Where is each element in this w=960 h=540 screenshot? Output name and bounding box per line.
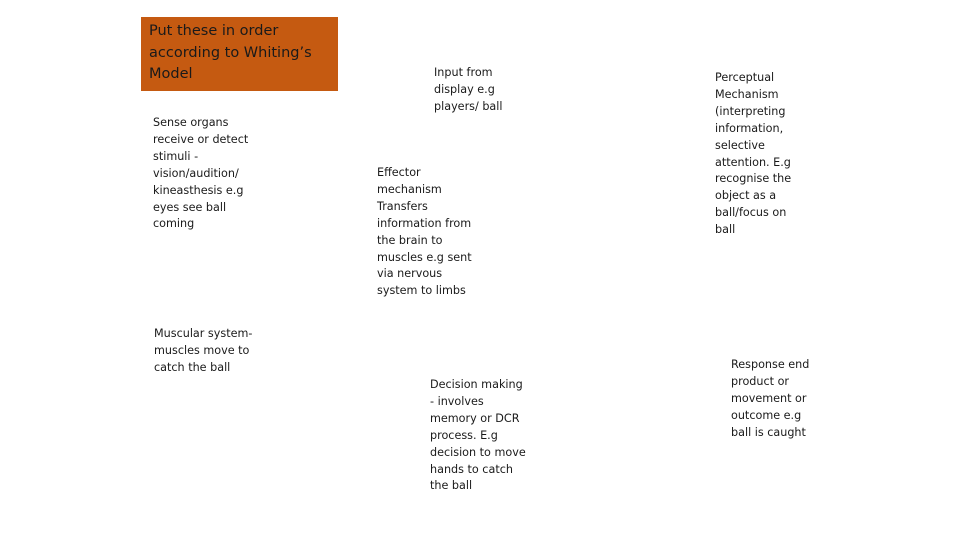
card-sense-organs[interactable]: Sense organs receive or detect stimuli - vision/audition/ kineasthesis e.g eyes see ball coming bbox=[153, 116, 249, 231]
title-box bbox=[141, 17, 338, 91]
instruction-title: Put these in order according to Whiting’s Model bbox=[149, 23, 312, 82]
card-input[interactable]: Input from display e.g players/ ball bbox=[434, 66, 503, 113]
card-decision-making[interactable]: Decision making - involves memory or DCR process. E.g decision to move hands to catch the ball bbox=[430, 378, 526, 493]
card-perceptual-mechanism[interactable]: Perceptual Mechanism (interpreting information, selective attention. E.g recognise the object as a ball/focus on ball bbox=[715, 71, 792, 237]
card-muscular-system[interactable]: Muscular system- muscles move to catch the ball bbox=[154, 327, 253, 374]
card-response[interactable]: Response end product or movement or outcome e.g ball is caught bbox=[731, 358, 810, 439]
card-effector-mechanism[interactable]: Effector mechanism Transfers information from the brain to muscles e.g sent via nervous system to limbs bbox=[377, 166, 472, 298]
